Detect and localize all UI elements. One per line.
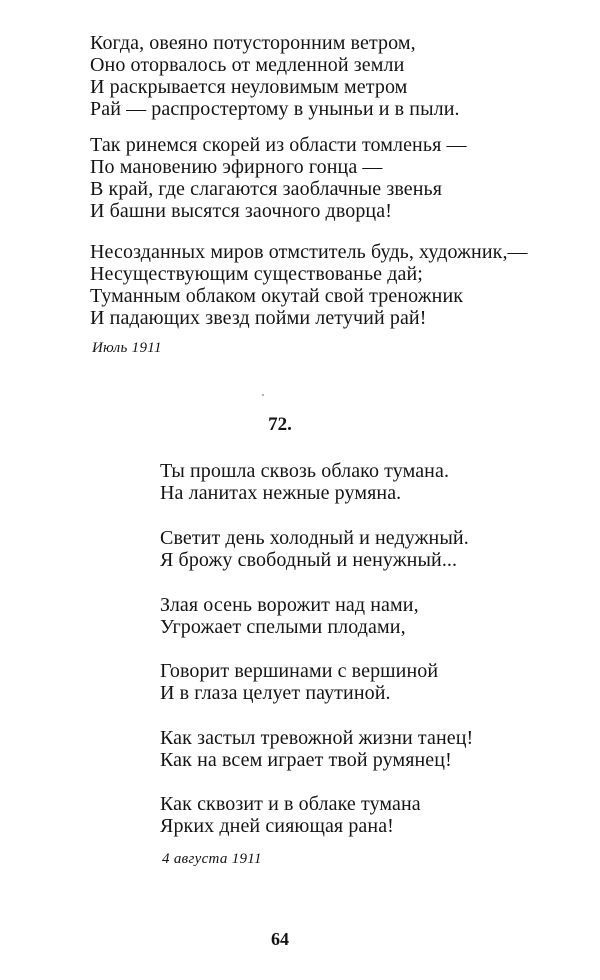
prev-poem-stanza-3 [90,241,528,329]
prev-poem-stanza-2 [90,134,467,222]
poem-line: И падающих звезд пойми летучий рай! [90,307,427,329]
prev-poem-date: Июль 1911 [92,340,162,356]
poem-line: Рай — распростертому в уныньи и в пыли. [90,98,460,120]
poem-line: Ты прошла сквозь облако тумана. [160,460,450,482]
poem-line: Светит день холодный и недужный. [160,527,469,549]
poem-line: Несозданных миров отмститель будь, художник,— [90,241,528,263]
poem-line: Как застыл тревожной жизни танец! [160,727,474,749]
poem-line: Как сквозит и в облаке тумана [160,793,421,815]
poem-line: Злая осень ворожит над нами, [160,594,419,616]
poem-72-stanza-4 [160,660,438,704]
poem-line: И башни высятся заочного дворца! [90,200,392,222]
poem-number: 72. [268,414,292,435]
poem-line: Туманным облаком окутай свой треножник [90,285,464,307]
poem-line: Угрожает спелыми плодами, [160,616,406,638]
poem-line: И раскрывается неуловимым метром [90,76,408,98]
poem-line: По мановению эфирного гонца — [90,156,383,178]
poem-line: Так ринемся скорей из области томленья — [90,134,467,156]
poem-line: Ярких дней сияющая рана! [160,815,394,837]
poem-line: Говорит вершинами с вершиной [160,660,439,682]
poem-line: В край, где слагаются заоблачные звенья [90,178,443,200]
prev-poem-stanza-1 [90,32,460,120]
poem-line: Как на всем играет твой румянец! [160,749,452,771]
poem-line: На ланитах нежные румяна. [160,482,402,504]
poem-72-stanza-6 [160,793,421,837]
poem-line: Несуществующим существованье дай; [90,263,423,285]
poem-72-stanza-1 [160,460,449,504]
poem-72-date: 4 августа 1911 [162,851,262,867]
poem-line: Я брожу свободный и ненужный... [160,549,458,571]
poem-line: Оно оторвалось от медленной земли [90,54,405,76]
poem-72-stanza-3 [160,594,419,638]
print-speck [262,394,264,396]
poem-line: Когда, овеяно потусторонним ветром, [90,32,416,54]
page-number: 64 [271,929,289,949]
poem-72-stanza-2 [160,527,469,571]
poem-line: И в глаза целует паутиной. [160,682,391,704]
poem-72-stanza-5 [160,727,473,771]
